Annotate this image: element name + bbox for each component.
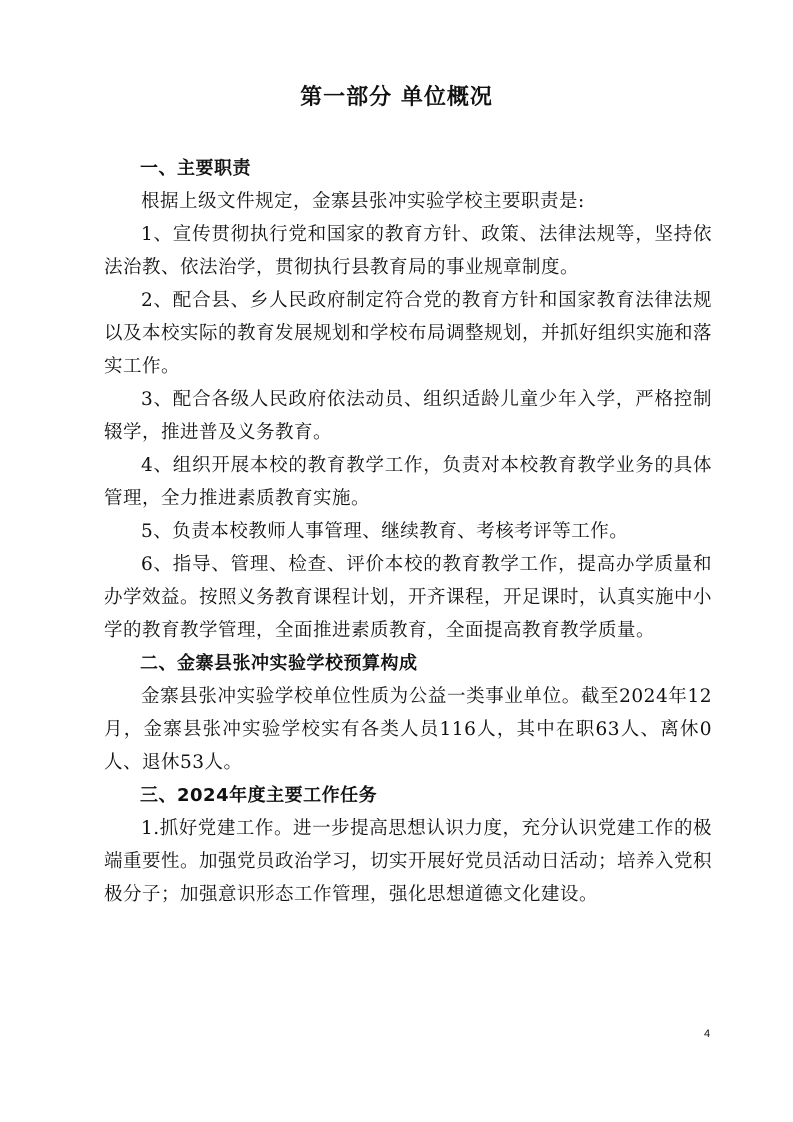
budget-paragraph: 金寨县张冲实验学校单位性质为公益一类事业单位。截至2024年12月，金寨县张冲实验学校实有各类人员116人，其中在职63人、离休0人、退休53人。 — [104, 686, 712, 773]
section-heading-budget: 二、金寨县张冲实验学校预算构成 — [140, 653, 418, 674]
duty-item-5: 5、负责本校教师人事管理、继续教育、考核考评等工作。 — [141, 521, 629, 542]
duties-intro: 根据上级文件规定，金寨县张冲实验学校主要职责是: — [141, 191, 585, 212]
duty-item-2: 2、配合县、乡人民政府制定符合党的教育方针和国家教育法律法规以及本校实际的教育发展规划和学校布局调整规划，并抓好组织实施和落实工作。 — [104, 290, 713, 377]
page-title: 第一部分 单位概况 — [300, 85, 493, 110]
section-heading-tasks: 三、2024年度主要工作任务 — [140, 785, 378, 806]
document-body — [104, 152, 712, 911]
duty-item-6: 6、指导、管理、检查、评价本校的教育教学工作，提高办学质量和办学效益。按照义务教育课程计划，开齐课程，开足课时，认真实施中小学的教育教学管理，全面推进素质教育，全面提高教育教学质量。 — [104, 554, 713, 641]
tasks-paragraph: 1.抓好党建工作。进一步提高思想认识力度，充分认识党建工作的极端重要性。加强党员政治学习，切实开展好党员活动日活动；培养入党积极分子；加强意识形态工作管理，强化思想道德文化建设。 — [104, 818, 713, 905]
section-heading-duties: 一、主要职责 — [140, 158, 251, 179]
duty-item-4: 4、组织开展本校的教育教学工作，负责对本校教育教学业务的具体管理，全力推进素质教育实施。 — [104, 455, 712, 509]
duty-item-3: 3、配合各级人民政府依法动员、组织适龄儿童少年入学，严格控制辍学，推进普及义务教育。 — [104, 389, 712, 443]
duty-item-1: 1、宣传贯彻执行党和国家的教育方针、政策、法律法规等，坚持依法治教、依法治学，贯彻执行县教育局的事业规章制度。 — [104, 224, 712, 278]
page-number: 4 — [704, 1028, 711, 1040]
